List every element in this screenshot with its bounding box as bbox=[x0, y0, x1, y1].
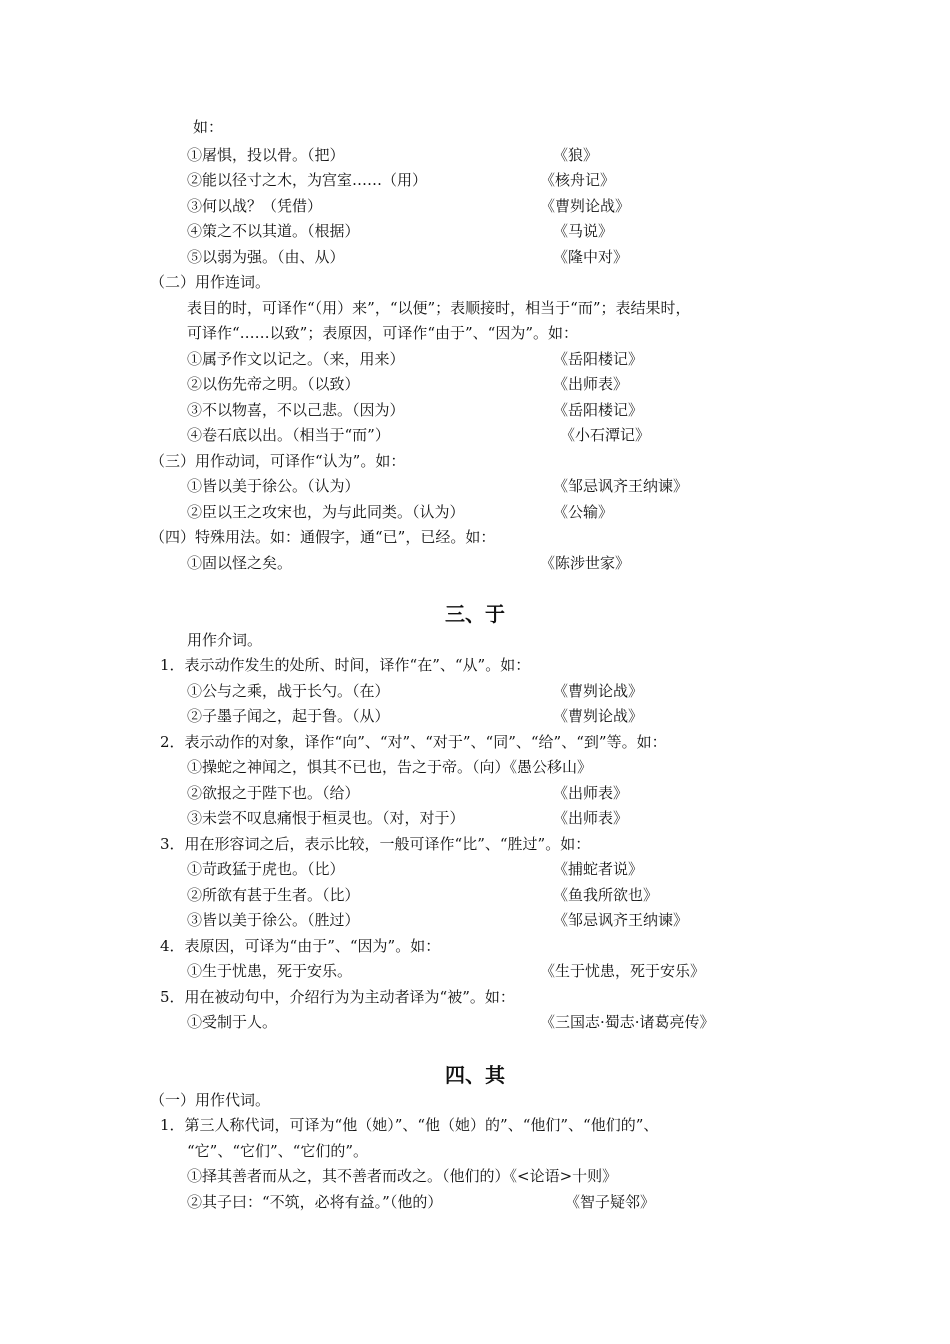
text-line: 如： bbox=[193, 118, 224, 136]
text-line: 2．表示动作的对象，译作“向”、“对”、“对于”、“同”、“给”、“到”等。如： bbox=[160, 733, 667, 751]
text-line: （一）用作代词。 bbox=[150, 1091, 271, 1109]
text-line: ②其子曰：“不筑，必将有益。”（他的） bbox=[187, 1193, 443, 1211]
text-line: 3．用在形容词之后，表示比较，一般可译作“比”、“胜过”。如： bbox=[160, 835, 591, 853]
source-title: 《小石潭记》 bbox=[560, 426, 651, 444]
source-title: 《隆中对》 bbox=[553, 248, 629, 266]
text-line: （四）特殊用法。如：通假字，通“已”，已经。如： bbox=[150, 528, 496, 546]
text-line: 4．表原因，可译为“由于”、“因为”。如： bbox=[160, 937, 441, 955]
source-title: 《邹忌讽齐王纳谏》 bbox=[553, 911, 689, 929]
section-heading-yu: 三、于 bbox=[445, 602, 505, 626]
text-line: ①操蛇之神闻之，惧其不已也，告之于帝。（向）《愚公移山》 bbox=[187, 758, 593, 776]
source-title: 《捕蛇者说》 bbox=[553, 860, 644, 878]
source-title: 《曹刿论战》 bbox=[553, 682, 644, 700]
text-line: ④策之不以其道。（根据） bbox=[187, 222, 360, 240]
text-line: ⑤以弱为强。（由、从） bbox=[187, 248, 345, 266]
text-line: ②子墨子闻之，起于鲁。（从） bbox=[187, 707, 390, 725]
source-title: 《狼》 bbox=[553, 146, 599, 164]
source-title: 《曹刿论战》 bbox=[540, 197, 631, 215]
text-line: ②能以径寸之木，为宫室……（用） bbox=[187, 171, 428, 189]
text-line: ①生于忧患，死于安乐。 bbox=[187, 962, 353, 980]
source-title: 《出师表》 bbox=[553, 809, 629, 827]
text-line: ②所欲有甚于生者。（比） bbox=[187, 886, 360, 904]
text-line: 可译作“……以致”；表原因，可译作“由于”、“因为”。如： bbox=[187, 324, 579, 342]
text-line: （三）用作动词，可译作“认为”。如： bbox=[150, 452, 406, 470]
source-title: 《核舟记》 bbox=[540, 171, 616, 189]
text-line: ③未尝不叹息痛恨于桓灵也。（对，对于） bbox=[187, 809, 465, 827]
text-line: ③不以物喜，不以己悲。（因为） bbox=[187, 401, 405, 419]
text-line: ①择其善者而从之，其不善者而改之。（他们的）《<论语>十则》 bbox=[187, 1167, 618, 1185]
text-line: 用作介词。 bbox=[187, 631, 263, 649]
section-heading-qi: 四、其 bbox=[445, 1063, 505, 1087]
source-title: 《陈涉世家》 bbox=[540, 554, 631, 572]
source-title: 《鱼我所欲也》 bbox=[553, 886, 659, 904]
text-line: （二）用作连词。 bbox=[150, 273, 271, 291]
source-title: 《邹忌讽齐王纳谏》 bbox=[553, 477, 689, 495]
text-line: ③皆以美于徐公。（胜过） bbox=[187, 911, 360, 929]
text-line: ①公与之乘，战于长勺。（在） bbox=[187, 682, 390, 700]
text-line: “它”、“它们”、“它们的”。 bbox=[187, 1142, 369, 1160]
source-title: 《三国志·蜀志·诸葛亮传》 bbox=[540, 1013, 715, 1031]
text-line: ②欲报之于陛下也。（给） bbox=[187, 784, 360, 802]
text-line: ①受制于人。 bbox=[187, 1013, 278, 1031]
text-line: ①皆以美于徐公。（认为） bbox=[187, 477, 360, 495]
source-title: 《出师表》 bbox=[553, 784, 629, 802]
text-line: ①固以怪之矣。 bbox=[187, 554, 293, 572]
text-line: 表目的时，可译作“（用）来”，“以便”；表顺接时，相当于“而”；表结果时， bbox=[187, 299, 691, 317]
text-line: ③何以战？（凭借） bbox=[187, 197, 323, 215]
text-line: 1．表示动作发生的处所、时间，译作“在”、“从”。如： bbox=[160, 656, 531, 674]
text-line: ①苛政猛于虎也。（比） bbox=[187, 860, 345, 878]
source-title: 《岳阳楼记》 bbox=[553, 350, 644, 368]
source-title: 《公输》 bbox=[553, 503, 614, 521]
text-line: ①属予作文以记之。（来，用来） bbox=[187, 350, 405, 368]
text-line: ④卷石底以出。（相当于“而”） bbox=[187, 426, 390, 444]
text-line: 1．第三人称代词，可译为“他（她）”、“他（她）的”、“他们”、“他们的”、 bbox=[160, 1116, 659, 1134]
source-title: 《岳阳楼记》 bbox=[553, 401, 644, 419]
text-line: ②臣以王之攻宋也，为与此同类。（认为） bbox=[187, 503, 465, 521]
source-title: 《出师表》 bbox=[553, 375, 629, 393]
text-line: ①屠惧，投以骨。（把） bbox=[187, 146, 345, 164]
source-title: 《生于忧患，死于安乐》 bbox=[540, 962, 706, 980]
text-line: ②以伤先帝之明。（以致） bbox=[187, 375, 360, 393]
source-title: 《智子疑邻》 bbox=[565, 1193, 656, 1211]
source-title: 《曹刿论战》 bbox=[553, 707, 644, 725]
source-title: 《马说》 bbox=[553, 222, 614, 240]
text-line: 5．用在被动句中，介绍行为为主动者译为“被”。如： bbox=[160, 988, 515, 1006]
